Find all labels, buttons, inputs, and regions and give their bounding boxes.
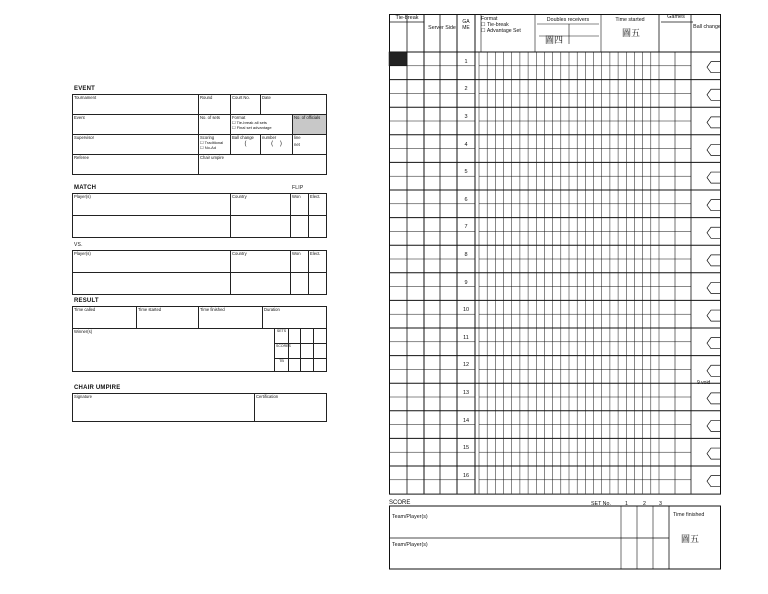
time-called-field[interactable]: Time called [73,307,137,329]
player2-field-2[interactable] [73,273,231,295]
scoring-field[interactable]: Scoring ☐ Traditional ☐ No-Ad [199,135,231,155]
net-label: net [294,142,300,147]
game-number: 6 [464,196,468,203]
result-heading: RESULT [74,298,99,304]
player1-field[interactable]: Player(s) [73,194,231,216]
result-winner-table [72,328,327,372]
score-cell-2[interactable] [301,344,314,359]
game-header: GAME [462,19,470,31]
ball-number-field[interactable]: number ( ) [261,135,293,155]
flip-label: FLIP [292,185,304,191]
elect2-field[interactable]: Elect. [309,251,327,273]
sets-label: SETS [275,329,289,344]
game-number: 13 [462,390,470,396]
country1-field-2[interactable] [231,216,291,238]
format-advantage-option: Advantage Set [486,28,521,34]
game-number: 5 [464,169,468,176]
scores-label: SCORES [275,344,289,359]
elect2-field-2[interactable] [309,273,327,295]
tb-label: TB [275,359,289,372]
set-number-2: 2 [643,501,646,507]
figure-label-4: 圖四 [544,36,563,46]
chair-umpire-heading: CHAIR UMPIRE [74,385,121,391]
time-started-field[interactable]: Time started [137,307,199,329]
no-of-officials-field[interactable]: No. of officials [293,115,327,135]
event-table [72,94,327,175]
format-option-advantage: Final set advantage [236,125,272,130]
elect1-field[interactable]: Elect. [309,194,327,216]
format-field[interactable]: Format ☐ Tie-break all sets ☐ Final set advantage [231,115,293,135]
time-finished-field[interactable]: Time finished [199,307,263,329]
vs-table [72,250,327,295]
doubles-receivers-header: Doubles receivers [546,17,590,23]
winners-field[interactable]: Winner(s) [73,329,275,372]
date-field[interactable]: Date [261,95,327,115]
line-label: line [294,135,301,140]
game-number: 15 [462,445,470,452]
game-number: 9 [464,279,468,286]
officials-line-net-field[interactable] [293,135,327,155]
score-grid[interactable] [389,14,721,570]
game-number: 10 [462,307,470,314]
time-started-header: Time started [615,17,645,23]
event-heading: EVENT [74,86,96,92]
scoring-option-noad: No-Ad [204,145,217,150]
tb-cell-1[interactable] [289,359,301,372]
scoring-option-traditional: Traditional [204,140,224,145]
game-number: 4 [464,141,468,148]
games-header: Games [667,14,685,20]
player2-field[interactable]: Player(s) [73,251,231,273]
score-label: SCORE [389,500,411,506]
elect1-field-2[interactable] [309,216,327,238]
game-number: 8 [464,252,468,258]
game-number: 1 [464,58,468,65]
set-number-1: 1 [625,501,628,507]
game-number: 3 [464,114,468,120]
game-number: 14 [462,417,470,424]
umpire-table [72,393,327,422]
score-sheet [389,14,721,570]
no-of-sets-field[interactable]: No. of sets [199,115,231,135]
result-times-table [72,306,327,329]
game-number: 16 [462,472,470,479]
figure-label-5b: 圖五 [681,535,700,545]
tie-break-header: Tie-break [395,15,419,21]
won2-field[interactable]: Won [291,251,309,273]
game-number: 11 [463,334,469,341]
referee-field[interactable]: Referee [73,155,199,175]
ball-change-header: Ball change [693,24,721,30]
set3-score-cell[interactable] [314,329,327,344]
game-number: 2 [464,86,468,93]
chair-umpire-field[interactable]: Chair umpire [199,155,327,175]
format-header-label: Format [481,16,498,22]
team1-label: Team/Player(s) [392,514,428,520]
format-label: Format [232,115,246,120]
set-number-3: 3 [659,501,662,507]
match-table [72,193,327,238]
ball-change-label: Ball change [232,135,254,140]
supervisor-field[interactable]: Supervisor [73,135,199,155]
scoring-label: Scoring [200,135,215,140]
won2-field-2[interactable] [291,273,309,295]
figure-label-5: 圖五 [621,29,640,39]
won1-field-2[interactable] [291,216,309,238]
signature-field[interactable]: Signature [73,394,255,422]
server-side-header: Server Side [428,25,456,31]
set1-score-cell[interactable] [289,329,301,344]
court-no-field[interactable]: Court No. [231,95,261,115]
format-tiebreak-option: Tie-break [487,22,509,28]
ball-change-field[interactable]: Ball change ( [231,135,261,155]
team2-label: Team/Player(s) [392,542,428,548]
ball-number-label: number [262,135,277,140]
game-number: 7 [464,224,468,231]
format-header: Format ☐ Tie-break ☐ Advantage Set [481,16,521,34]
round-field[interactable]: Round [199,95,231,115]
country2-field[interactable]: Country [231,251,291,273]
tournament-field[interactable]: Tournament [73,95,199,115]
set2-score-cell[interactable] [301,329,314,344]
time-finished-label: Time finished [673,512,705,518]
set-no-label: SET No. [591,501,611,507]
tb-cell-3[interactable] [314,359,327,372]
score-cell-3[interactable] [314,344,327,359]
player1-field-2[interactable] [73,216,231,238]
game-number: 12 [462,362,470,369]
duration-field[interactable]: Duration [263,307,327,329]
vs-heading: VS. [74,242,83,248]
event-field[interactable]: Event [73,115,199,135]
certification-field[interactable]: Certification [255,394,327,422]
country2-field-2[interactable] [231,273,291,295]
tb-cell-2[interactable] [301,359,314,372]
country1-field[interactable]: Country [231,194,291,216]
void-label: 9 void [697,380,711,386]
match-heading: MATCH [74,185,97,191]
won1-field[interactable]: Won [291,194,309,216]
format-option-tiebreak: Tie-break all sets [236,120,267,125]
